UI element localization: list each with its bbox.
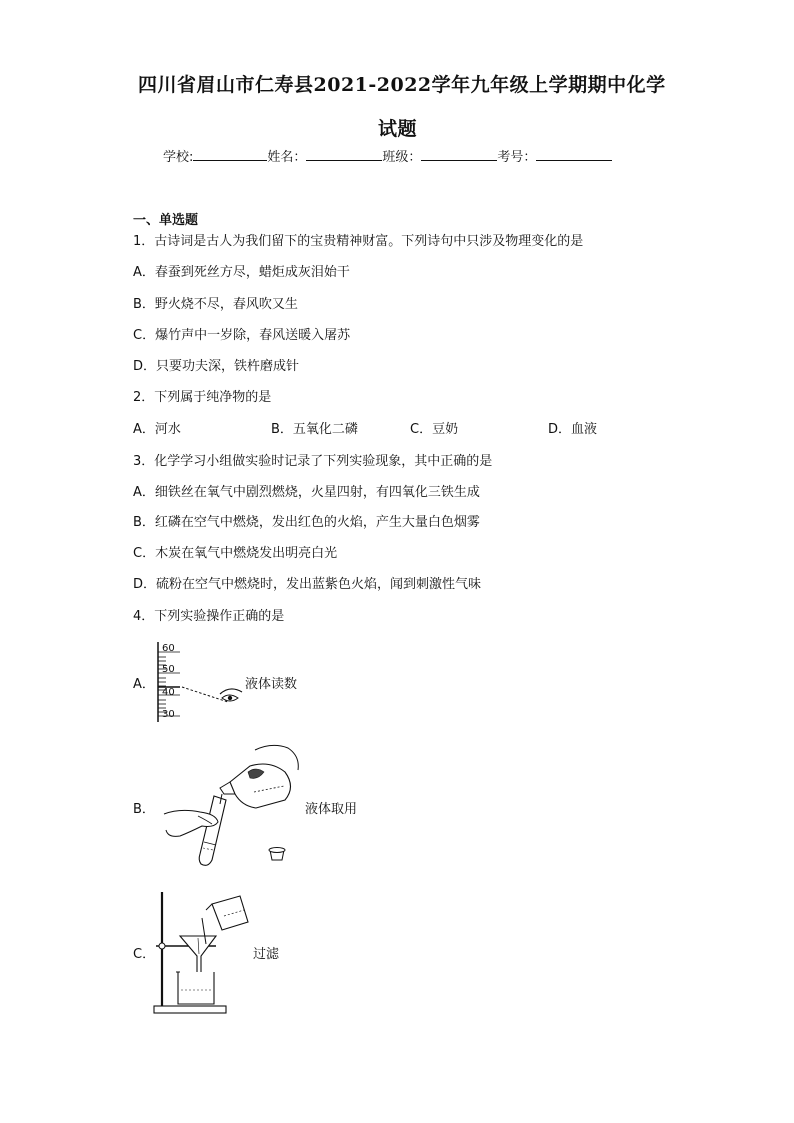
q1-option-b: B．野火烧不尽，春风吹又生 xyxy=(133,297,298,312)
q2-option-b: B．五氧化二磷 xyxy=(271,422,358,437)
q3-option-a: A．细铁丝在氧气中剧烈燃烧，火星四射，有四氧化三铁生成 xyxy=(133,485,480,500)
bottle-stopper xyxy=(269,848,285,861)
class-label: 班级： xyxy=(382,150,422,165)
page-title: 四川省眉山市仁寿县2021-2022学年九年级上学期期中化学 xyxy=(138,74,666,96)
number-blank xyxy=(536,147,612,161)
scale-50: 50 xyxy=(162,664,175,675)
q4-option-b-caption: 液体取用 xyxy=(305,802,358,817)
section-heading: 一、单选题 xyxy=(133,213,199,228)
scale-30: 30 xyxy=(162,709,175,720)
scale-40: 40 xyxy=(162,687,175,698)
q2-stem: 2．下列属于纯净物的是 xyxy=(133,390,272,405)
reagent-bottle xyxy=(220,764,291,808)
test-tube xyxy=(199,794,226,865)
q4-option-c-caption: 过滤 xyxy=(253,947,280,962)
q3-option-c: C．木炭在氧气中燃烧发出明亮白光 xyxy=(133,546,338,561)
filtration-figure xyxy=(148,888,256,1018)
name-blank xyxy=(306,147,382,161)
q4-option-a-caption: 液体读数 xyxy=(245,677,298,692)
page-title-line2: 试题 xyxy=(378,118,418,140)
school-blank xyxy=(193,147,267,161)
q1-option-a: A．春蚕到死丝方尽，蜡炬成灰泪始干 xyxy=(133,265,350,280)
q1-stem: 1．古诗词是古人为我们留下的宝贵精神财富。下列诗句中只涉及物理变化的是 xyxy=(133,234,584,249)
q2-option-d: D．血液 xyxy=(548,422,598,437)
school-label: 学校: xyxy=(163,150,194,165)
receiving-beaker xyxy=(176,972,214,1004)
q1-option-c: C．爆竹声中一岁除，春风送暖入屠苏 xyxy=(133,328,351,343)
name-label: 姓名： xyxy=(267,150,307,165)
liquid-pouring-figure xyxy=(160,742,305,870)
number-label: 考号： xyxy=(497,150,537,165)
scale-60: 60 xyxy=(162,643,175,654)
q4-option-b-label: B． xyxy=(133,802,155,817)
eye-icon xyxy=(220,689,242,701)
q4-option-c-label: C． xyxy=(133,947,156,962)
q3-option-b: B．红磷在空气中燃烧，发出红色的火焰，产生大量白色烟雾 xyxy=(133,515,480,530)
class-blank xyxy=(421,147,497,161)
pouring-beaker xyxy=(206,896,248,930)
q4-option-a-label: A． xyxy=(133,677,155,692)
info-line xyxy=(163,147,612,166)
q3-option-d: D．硫粉在空气中燃烧时，发出蓝紫色火焰，闻到刺激性气味 xyxy=(133,577,482,592)
q3-stem: 3．化学学习小组做实验时记录了下列实验现象，其中正确的是 xyxy=(133,454,493,469)
q2-option-c: C．豆奶 xyxy=(410,422,459,437)
q4-stem: 4．下列实验操作正确的是 xyxy=(133,609,285,624)
q2-option-a: A．河水 xyxy=(133,422,181,437)
q1-option-d: D．只要功夫深，铁杵磨成针 xyxy=(133,359,300,374)
